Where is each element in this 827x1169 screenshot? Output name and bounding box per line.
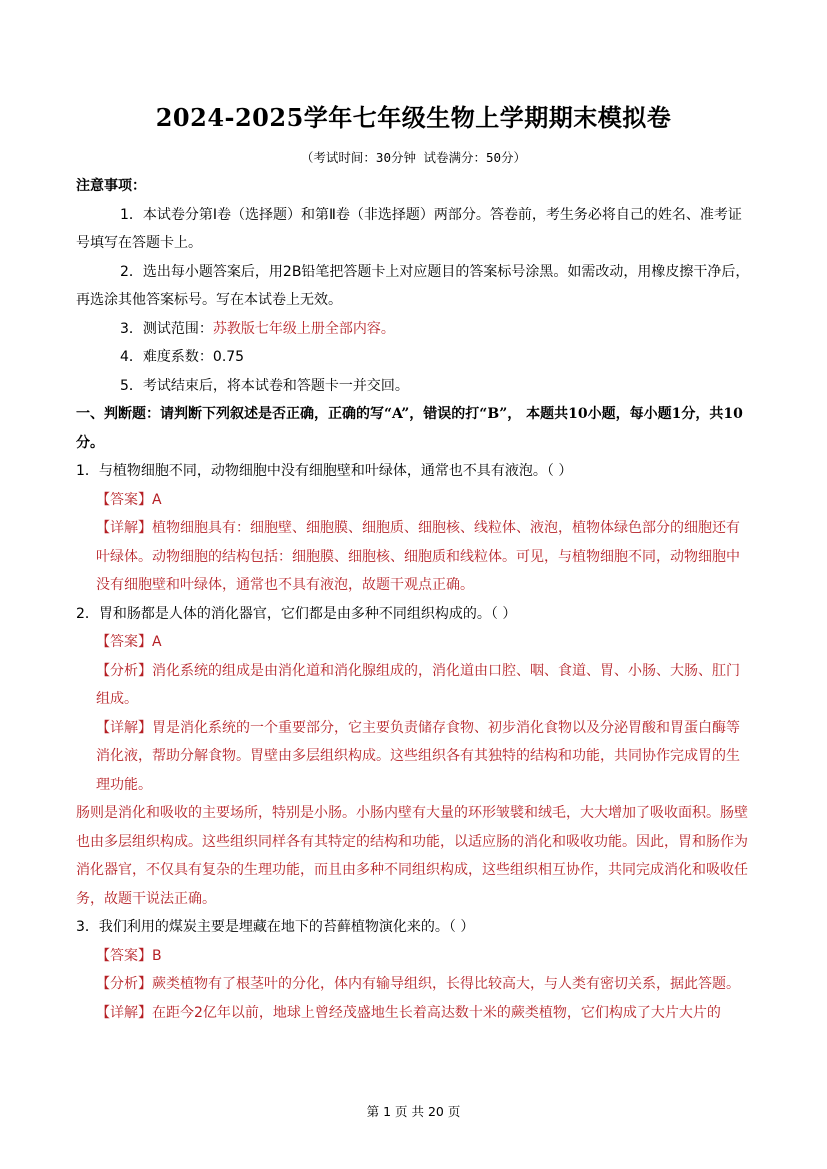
detail-paragraph <box>76 714 752 800</box>
question-stem: 2．胃和肠都是人体的消化器官，它们都是由多种不同组织构成的。（ ） <box>76 605 517 622</box>
detail-paragraph <box>76 999 752 1028</box>
detail-continuation: 肠则是消化和吸收的主要场所，特别是小肠。小肠内壁有大量的环形皱襞和绒毛，大大增加了吸收面积。肠壁也由多层组织构成。这些组织同样各有其特定的结构和功能，以适应肠的消化和吸收功能。因此，胃和肠作为消化器官，不仅具有复杂的生理功能，而且由多种不同组织构成，这些组织相互协作，共同完成消化和吸收任务，故题干说法正确。 <box>76 805 748 907</box>
notes-heading: 注意事项： <box>76 178 146 194</box>
analysis-paragraph <box>76 970 752 999</box>
note-item: 4．难度系数：0.75 <box>120 349 245 365</box>
answer-line <box>76 628 752 657</box>
main-content <box>76 172 752 1027</box>
section-heading: 一、判断题：请判断下列叙述是否正确，正确的写“A”，错误的打“B”， 本题共10小题，每小题1分，共10分。 <box>76 406 743 451</box>
analysis-tag: 【分析】 <box>96 662 152 679</box>
analysis-text: 蕨类植物有了根茎叶的分化，体内有输导组织，长得比较高大，与人类有密切关系，据此答题。 <box>152 976 740 992</box>
page-title: 2024-2025学年七年级生物上学期期末模拟卷 <box>155 103 672 132</box>
exam-info: （考试时间：30分钟 试卷满分：50分） <box>300 150 527 165</box>
test-scope-value: 苏教版七年级上册全部内容。 <box>212 320 395 337</box>
question-stem: 3．我们利用的煤炭主要是埋藏在地下的苔藓植物演化来的。（ ） <box>76 919 475 935</box>
page-number: 第 1 页 共 20 页 <box>366 1104 461 1119</box>
note-item-label: 3．测试范围： <box>120 320 213 337</box>
detail-paragraph <box>76 514 752 600</box>
detail-text: 植物细胞具有：细胞壁、细胞膜、细胞质、细胞核、线粒体、液泡，植物体绿色部分的细胞还有叶绿体。动物细胞的结构包括：细胞膜、细胞核、细胞质和线粒体。可见，与植物细胞不同，动物细胞中没有细胞壁和叶绿体，通常也不具有液泡，故题干观点正确。 <box>96 520 740 593</box>
detail-tag: 【详解】 <box>96 719 152 736</box>
answer-tag: 【答案】 <box>96 634 152 650</box>
answer-value: B <box>152 947 162 964</box>
detail-text: 胃是消化系统的一个重要部分，它主要负责储存食物、初步消化食物以及分泌胃酸和胃蛋白酶等消化液，帮助分解食物。胃壁由多层组织构成。这些组织各有其独特的结构和功能，共同协作完成胃的生理功能。 <box>96 719 740 793</box>
answer-value: A <box>152 634 162 650</box>
answer-value: A <box>152 491 162 508</box>
note-item: 5．考试结束后，将本试卷和答题卡一并交回。 <box>120 377 409 394</box>
note-item <box>76 315 752 344</box>
note-item: 1．本试卷分第Ⅰ卷（选择题）和第Ⅱ卷（非选择题）两部分。答卷前，考生务必将自己的姓名、准考证号填写在答题卡上。 <box>76 206 742 251</box>
analysis-tag: 【分析】 <box>96 976 152 992</box>
analysis-text: 消化系统的组成是由消化道和消化腺组成的，消化道由口腔、咽、食道、胃、小肠、大肠、肛门组成。 <box>96 662 740 707</box>
detail-tag: 【详解】 <box>96 520 152 536</box>
answer-tag: 【答案】 <box>96 491 152 508</box>
analysis-paragraph <box>76 657 752 714</box>
answer-line <box>76 942 752 971</box>
detail-tag: 【详解】 <box>96 1004 152 1021</box>
note-item: 2．选出每小题答案后，用2B铅笔把答题卡上对应题目的答案标号涂黑。如需改动，用橡皮擦干净后，再选涂其他答案标号。写在本试卷上无效。 <box>76 263 750 308</box>
answer-tag: 【答案】 <box>96 947 152 964</box>
answer-line <box>76 486 752 515</box>
detail-text: 在距今2亿年以前，地球上曾经茂盛地生长着高达数十米的蕨类植物，它们构成了大片大片的 <box>152 1004 721 1021</box>
question-stem: 1．与植物细胞不同，动物细胞中没有细胞壁和叶绿体，通常也不具有液泡。（ ） <box>76 463 573 479</box>
